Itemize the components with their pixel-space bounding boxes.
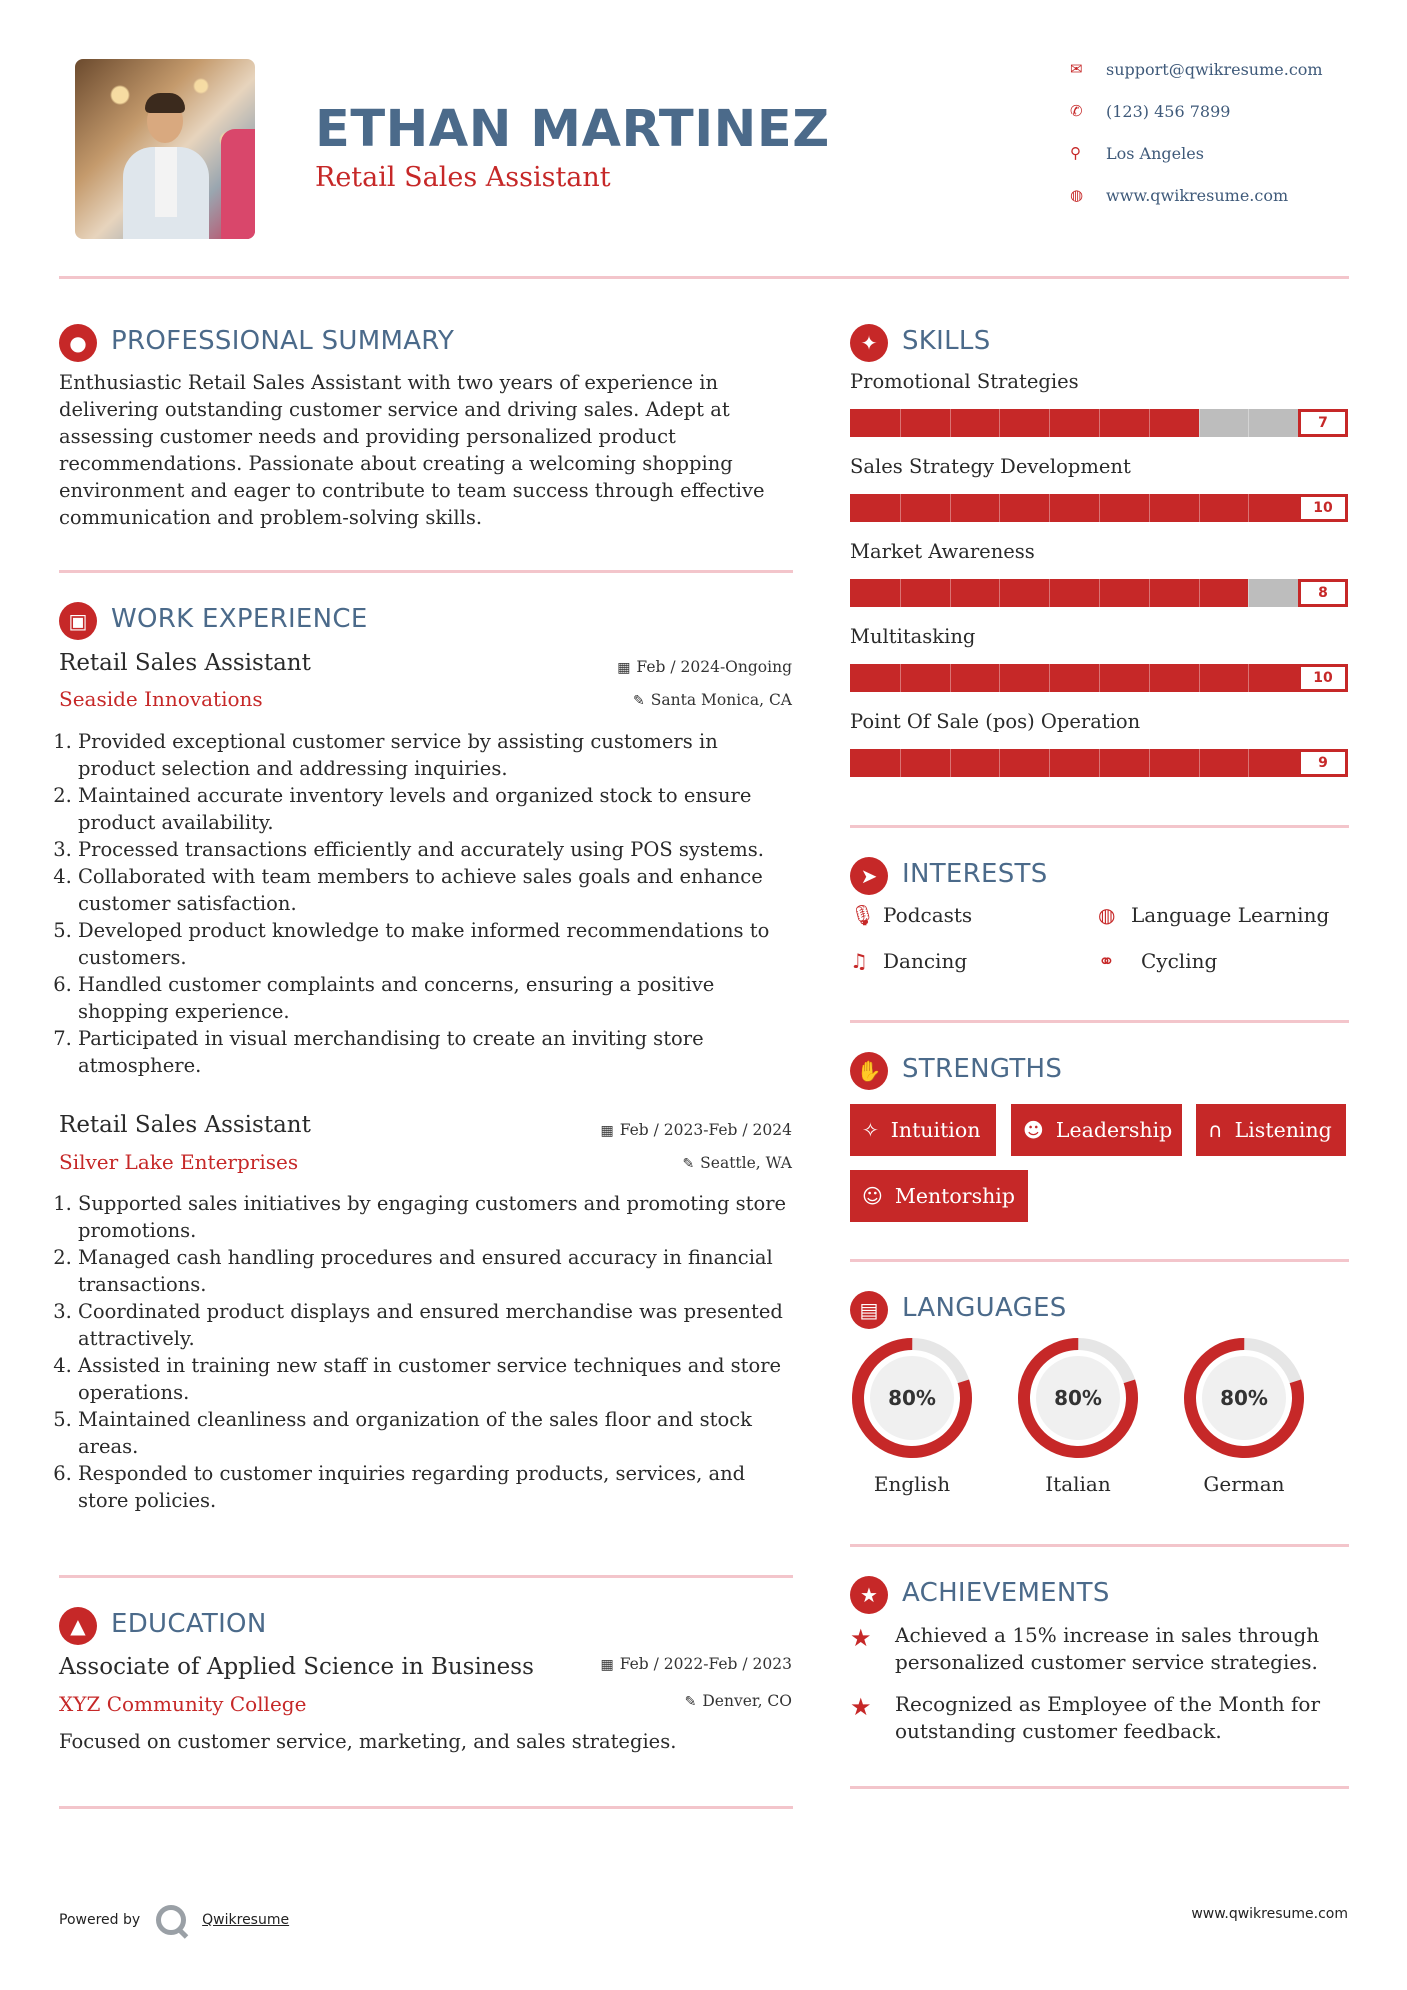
list-item: 6. Handled customer complaints and concerns, ensuring a positive shopping experience. [78,971,794,1025]
skill-bar-segment [999,409,1000,437]
skill-bar-segment [1149,749,1150,777]
language-ring [1016,1336,1140,1460]
strength-listening: ∩ Listening [1196,1104,1346,1156]
interest-cycling: ⚭ Cycling [1098,949,1218,973]
user-icon: ● [59,324,97,362]
music-note-icon: ♫ [850,949,868,973]
skill-bar [850,579,1348,607]
skill-bar-segment [999,579,1000,607]
skill-bar-segment [1199,749,1200,777]
skill-bar-segment [900,494,901,522]
skill-bar-segment [1199,494,1200,522]
work-heading: WORK EXPERIENCE [111,604,368,634]
magic-wand-icon: ✧ [862,1118,879,1142]
pin-icon: ✎ [633,693,645,709]
footer-url[interactable]: www.qwikresume.com [1191,1906,1348,1922]
skill-bar-segment [1099,749,1100,777]
languages-divider [850,1544,1349,1547]
skill-bar-segment [950,494,951,522]
skill-name: Point Of Sale (pos) Operation [850,710,1141,733]
list-item: 1. Provided exceptional customer service by assisting customers in product selection and addressing inquiries. [78,728,794,782]
skills-divider [850,825,1349,828]
globe-icon: ◍ [1070,186,1084,204]
education-location: ✎ Denver, CO [684,1692,792,1710]
skill-bar-segment [1149,494,1150,522]
interest-dancing: ♫ Dancing [850,949,968,973]
skill-bar-segment [1099,579,1100,607]
language-percent: 80% [888,1386,936,1410]
star-badge-icon: ★ [850,1576,888,1614]
skill-bar-segment [900,409,901,437]
candidate-name: ETHAN MARTINEZ [315,100,830,159]
job-date: ▦ Feb / 2024-Ongoing [617,658,792,676]
skill-bar-segment [999,749,1000,777]
bicycle-icon: ⚭ [1098,949,1115,973]
skill-bar-segment [1149,579,1150,607]
list-item: 4. Assisted in training new staff in customer service techniques and store operations. [78,1352,794,1406]
list-item: 5. Developed product knowledge to make informed recommendations to customers. [78,917,794,971]
shooting-star-icon: ★ [850,1624,872,1652]
education-heading: EDUCATION [111,1609,267,1639]
skill-bar-segment [1199,664,1200,692]
hand-icon: ✋ [850,1052,888,1090]
achievements-divider [850,1786,1349,1789]
list-item: 3. Coordinated product displays and ensured merchandise was presented attractively. [78,1298,794,1352]
list-item: 4. Collaborated with team members to achieve sales goals and enhance customer satisfaction. [78,863,794,917]
calendar-icon: ▦ [600,1123,614,1139]
users-icon: ☻ [1023,1118,1044,1142]
job-company: Silver Lake Enterprises [59,1150,299,1174]
language-percent: 80% [1220,1386,1268,1410]
skill-bar-segment [1149,409,1150,437]
skill-bar-segment [1248,579,1249,607]
skill-bar-segment [1149,664,1150,692]
paper-plane-icon: ➤ [850,857,888,895]
strength-mentorship: ☺ Mentorship [850,1170,1028,1222]
briefcase-icon: ▣ [59,602,97,640]
education-school: XYZ Community College [59,1692,307,1716]
skill-bar-segment [1199,409,1200,437]
skill-bar-segment [1199,579,1200,607]
interests-heading: INTERESTS [902,859,1048,889]
skill-bar [850,749,1348,777]
summary-heading: PROFESSIONAL SUMMARY [111,326,455,356]
microphone-icon: 🎙 [850,903,876,927]
education-degree: Associate of Applied Science in Business [59,1654,534,1680]
skill-score: 10 [1298,664,1348,692]
skill-score: 10 [1298,494,1348,522]
pin-icon: ✎ [684,1694,697,1710]
language-ring [850,1336,974,1460]
language-name: German [1203,1472,1285,1496]
list-item: 2. Managed cash handling procedures and ensured accuracy in financial transactions. [78,1244,794,1298]
achievement-item: ★ Achieved a 15% increase in sales through personalized customer service strategies. [850,1623,1320,1674]
skill-bar-fill [850,409,1199,437]
map-marker-icon: ⚲ [1070,144,1081,162]
strength-intuition: ✧ Intuition [850,1104,996,1156]
interest-podcasts: 🎙 Podcasts [850,903,973,927]
calendar-icon: ▦ [617,660,631,676]
skill-name: Multitasking [850,625,976,648]
skill-bar-segment [1099,664,1100,692]
envelope-icon: ✉ [1070,60,1083,78]
skill-bar-segment [1049,664,1050,692]
contact-phone[interactable]: ✆ (123) 456 7899 [1070,101,1231,121]
skill-bar-segment [1248,664,1249,692]
lightbulb-icon: ✦ [850,324,888,362]
language-name: Italian [1045,1472,1111,1496]
strength-leadership: ☻ Leadership [1011,1104,1182,1156]
job-date: ▦ Feb / 2023-Feb / 2024 [600,1121,792,1139]
job-title: Retail Sales Assistant [59,1112,311,1138]
summary-divider [59,570,793,573]
job-location: ✎ Seattle, WA [682,1154,792,1172]
job-bullets [59,728,794,1079]
skill-bar [850,409,1348,437]
skill-name: Market Awareness [850,540,1035,563]
education-divider [59,1806,793,1809]
job-bullets [59,1190,794,1514]
list-item: 2. Maintained accurate inventory levels and organized stock to ensure product availability. [78,782,794,836]
language-icon: ▤ [850,1291,888,1329]
headphones-icon: ∩ [1208,1118,1223,1142]
contact-location: ⚲ Los Angeles [1070,143,1204,163]
job-company: Seaside Innovations [59,687,263,711]
footer-powered-by: Powered by Qwikresume [59,1905,289,1935]
skill-bar-segment [950,749,951,777]
skill-bar-segment [950,664,951,692]
achievements-heading: ACHIEVEMENTS [902,1578,1110,1608]
strengths-heading: STRENGTHS [902,1054,1063,1084]
languages-heading: LANGUAGES [902,1293,1067,1323]
skill-bar-segment [950,409,951,437]
profile-photo [75,59,255,239]
education-date: ▦ Feb / 2022-Feb / 2023 [600,1655,792,1673]
achievement-item: ★ Recognized as Employee of the Month for outstanding customer feedback. [850,1692,1321,1743]
qwikresume-logo-icon [156,1905,186,1935]
skill-bar-segment [1099,494,1100,522]
skill-bar [850,494,1348,522]
contact-website[interactable]: ◍ www.qwikresume.com [1070,185,1289,205]
skill-bar-segment [999,664,1000,692]
skill-bar-segment [1248,409,1249,437]
skill-bar-segment [1049,579,1050,607]
work-divider [59,1575,793,1578]
contact-email[interactable]: ✉ support@qwikresume.com [1070,59,1323,79]
skill-name: Sales Strategy Development [850,455,1131,478]
skill-bar-segment [1248,749,1249,777]
list-item: 1. Supported sales initiatives by engaging customers and promoting store promotions. [78,1190,794,1244]
skill-bar-segment [1049,749,1050,777]
list-item: 7. Participated in visual merchandising to create an inviting store atmosphere. [78,1025,794,1079]
skill-bar [850,664,1348,692]
skill-score: 9 [1298,749,1348,777]
strengths-divider [850,1259,1349,1262]
globe-icon: ◍ [1098,903,1116,927]
job-title: Retail Sales Assistant [59,650,311,676]
user-plus-icon: ☺ [862,1184,883,1208]
pin-icon: ✎ [682,1156,695,1172]
interests-divider [850,1020,1349,1023]
graduation-icon: ▲ [59,1607,97,1645]
shooting-star-icon: ★ [850,1693,872,1721]
calendar-icon: ▦ [600,1657,614,1673]
skill-bar-fill [850,749,1298,777]
header-divider [59,276,1349,279]
skill-bar-segment [900,749,901,777]
skill-bar-segment [1248,494,1249,522]
skill-bar-segment [1049,409,1050,437]
skills-heading: SKILLS [902,326,991,356]
interest-language-learning: ◍ Language Learning [1098,903,1330,927]
skill-score: 7 [1298,409,1348,437]
candidate-role: Retail Sales Assistant [315,162,611,193]
list-item: 3. Processed transactions efficiently and accurately using POS systems. [78,836,794,863]
list-item: 5. Maintained cleanliness and organization of the sales floor and stock areas. [78,1406,794,1460]
skill-bar-segment [900,664,901,692]
footer-brand-link[interactable]: Qwikresume [202,1912,290,1928]
job-location: ✎ Santa Monica, CA [633,691,792,709]
skill-bar-segment [999,494,1000,522]
list-item: 6. Responded to customer inquiries regarding products, services, and store policies. [78,1460,794,1514]
language-percent: 80% [1054,1386,1102,1410]
education-description: Focused on customer service, marketing, and sales strategies. [59,1730,677,1753]
skill-score: 8 [1298,579,1348,607]
summary-text: Enthusiastic Retail Sales Assistant with two years of experience in delivering outstanding customer service and driving sales. Adept at assessing customer needs and providing personalized product recommendations. Passionate about creating a welcoming shopping environment and eager to contribute to team success through effective communication and problem-solving skills. [59,371,765,529]
skill-bar-segment [1049,494,1050,522]
skill-name: Promotional Strategies [850,370,1079,393]
skill-bar-segment [900,579,901,607]
language-ring [1182,1336,1306,1460]
phone-icon: ✆ [1070,102,1083,120]
language-name: English [873,1472,951,1496]
skill-bar-segment [950,579,951,607]
skill-bar-segment [1099,409,1100,437]
